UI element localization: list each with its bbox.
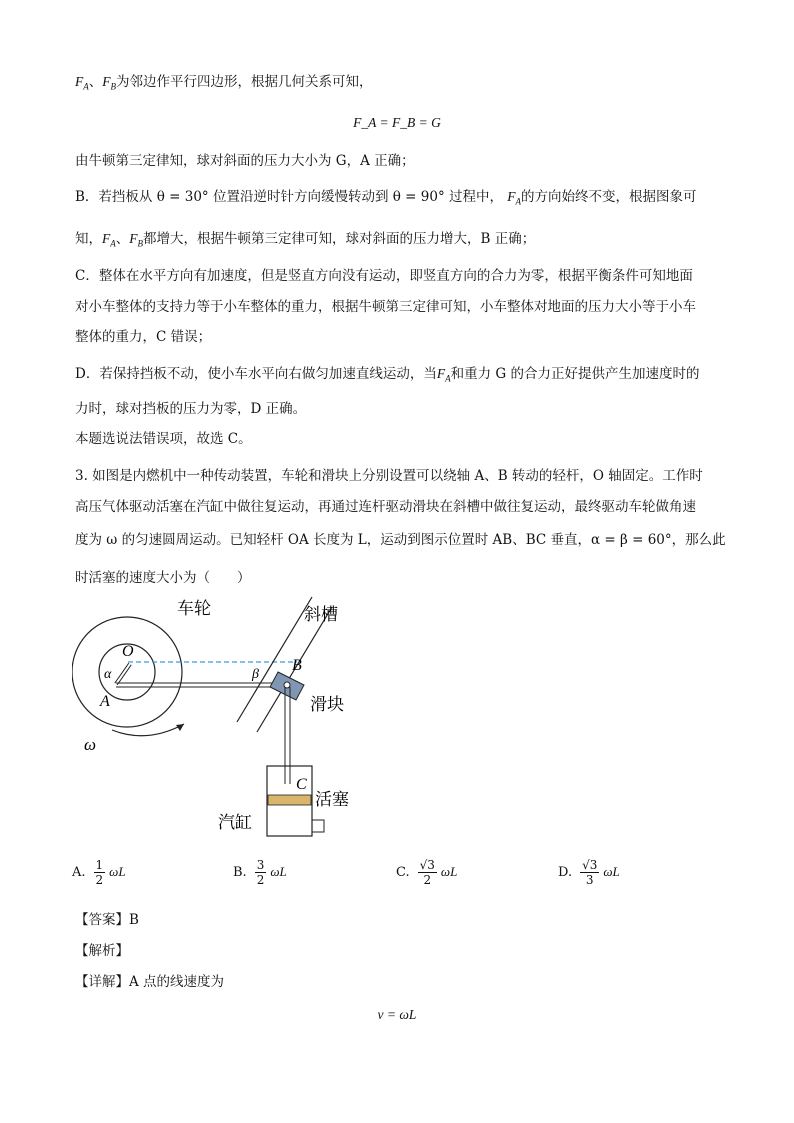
- option-b[interactable]: B. $\frac{3}{2}$ ωL: [233, 857, 287, 887]
- piston: [268, 795, 311, 805]
- cylinder-valve: [312, 820, 324, 832]
- text-line: C．整体在水平方向有加速度，但是竖直方向没有运动，即竖直方向的合力为零，根据平衡条件可知地面: [75, 268, 693, 284]
- force-fa: $F_A$: [75, 74, 89, 92]
- option-d[interactable]: D. $\frac{√3}{3}$ ωL: [558, 857, 620, 887]
- text-line: B．若挡板从 θ = 30° 位置沿逆时针方向缓慢转动到 θ = 90° 过程中， $F_A$的方向始终不变，根据图象可: [75, 189, 697, 207]
- question-text: 时活塞的速度大小为（ ）: [75, 570, 251, 586]
- label-omega: ω: [84, 735, 97, 754]
- label-beta: β: [252, 667, 259, 682]
- text-line: D．若保持挡板不动，使小车水平向右做匀加速直线运动，当$F_A$和重力 G 的合力正好提供产生加速度时的: [75, 366, 700, 384]
- label-a: A: [100, 693, 110, 710]
- label-c: C: [296, 776, 307, 793]
- label-o: O: [122, 643, 134, 660]
- wheel-label: 车轮: [177, 599, 211, 619]
- text-line: $F_A$、$F_B$为邻边作平行四边形，根据几何关系可知，: [75, 74, 373, 92]
- option-c[interactable]: C. $\frac{√3}{2}$ ωL: [396, 857, 458, 887]
- wheel-outer: [72, 617, 182, 727]
- text-line: 力时，球对挡板的压力为零，D 正确。: [75, 401, 307, 417]
- slot-label: 斜槽: [304, 605, 338, 625]
- text-line: 整体的重力，C 错误；: [75, 329, 212, 345]
- option-a[interactable]: A. $\frac{1}{2}$ ωL: [72, 857, 126, 887]
- question-text: 3. 如图是内燃机中一种传动装置，车轮和滑块上分别设置可以绕轴 A、B 转动的轻杆，O 轴固定。工作时: [75, 468, 703, 484]
- piston-label: 活塞: [315, 790, 349, 810]
- question-text: 高压气体驱动活塞在汽缸中做往复运动，再通过连杆驱动滑块在斜槽中做往复运动，最终驱动车轮做角速: [75, 499, 696, 515]
- mechanism-diagram: [72, 592, 372, 842]
- cylinder-label: 汽缸: [218, 813, 252, 833]
- label-b: B: [292, 657, 302, 674]
- text-line: 本题选说法错误项，故选 C。: [75, 431, 252, 447]
- force-fb: $F_B$: [102, 74, 116, 92]
- slider-label: 滑块: [310, 695, 344, 715]
- answer-label: 【答案】B: [75, 912, 139, 928]
- detail-line: 【详解】A 点的线速度为: [75, 974, 225, 990]
- text-line: 知，$F_A$、$F_B$都增大，根据牛顿第三定律可知，球对斜面的压力增大，B 正确；: [75, 231, 536, 249]
- label-alpha: α: [104, 667, 112, 682]
- equation: F_A = F_B = G: [353, 115, 441, 130]
- text-line: 由牛顿第三定律知，球对斜面的压力大小为 G，A 正确；: [75, 153, 415, 169]
- text-line: 对小车整体的支持力等于小车整体的重力，根据牛顿第三定律可知，小车整体对地面的压力大小等于小车: [75, 299, 696, 315]
- question-text: 度为 ω 的匀速圆周运动。已知轻杆 OA 长度为 L，运动到图示位置时 AB、BC 垂直，α = β = 60°，那么此: [75, 532, 726, 548]
- rotation-arrow: [112, 724, 184, 736]
- analysis-label: 【解析】: [75, 943, 129, 959]
- final-equation: v = ωL: [377, 1007, 417, 1022]
